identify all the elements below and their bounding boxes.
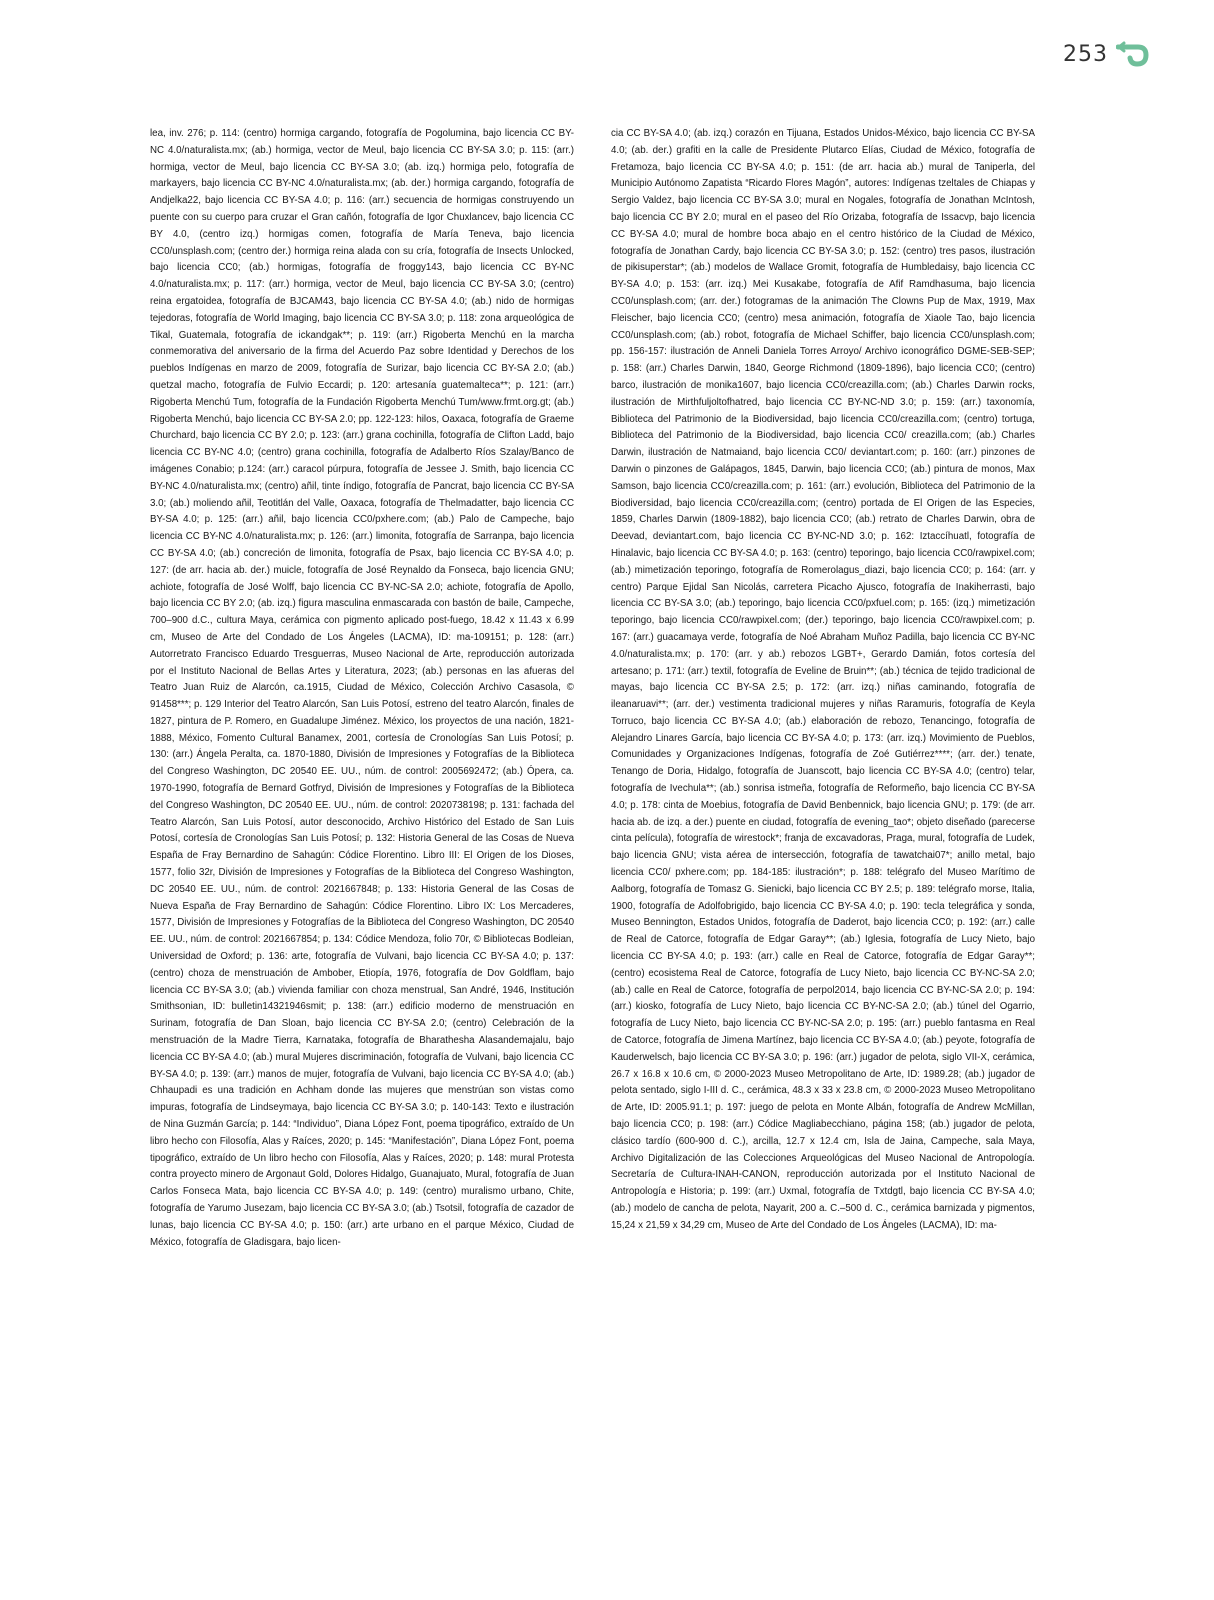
credits-column-right — [611, 126, 1035, 1526]
credits-text-right: cia CC BY-SA 4.0; (ab. izq.) corazón en Tijuana, Estados Unidos-México, bajo licencia CC BY-SA 4.0; (ab. der.) grafiti en la calle de Presidente Plutarco Elías, Ciudad de México, fotografía de Fretamoza, bajo licencia CC BY-SA 4.0; p. 151: (de arr. hacia ab.) mural de Taniperla, del Municipio Autónomo Zapatista “Ricardo Flores Magón”, autores: Indígenas tzeltales de Chiapas y Sergio Valdez, bajo licencia CC BY-SA 3.0; mural en Nogales, fotografía de Jonathan McIntosh, bajo licencia CC BY 2.0; mural en el paseo del Río Orizaba, fotografía de Issacvp, bajo licencia CC BY-SA 4.0; mural de hombre boca abajo en el centro histórico de la Ciudad de México, fotografía de Jonathan Cardy, bajo licencia CC BY-SA 3.0; p. 152: (centro) tres pasos, ilustración de pikisuperstar*; (ab.) modelos de Wallace Gromit, fotografía de Humbledaisy, bajo licencia CC BY-SA 4.0; p. 153: (arr. izq.) Mei Kusakabe, fotografía de Afif Ramdhasuma, bajo licencia CC0/unsplash.com; (arr. der.) fotogramas de la animación The Clowns Pup de Max, 1919, Max Fleischer, bajo licencia CC0; (centro) mesa animación, fotografía de Xiaole Tao, bajo licencia CC0/unsplash.com; (ab.) robot, fotografía de Michael Schiffer, bajo licencia CC0/unsplash.com; pp. 156-157: ilustración de Anneli Daniela Torres Arroyo/ Archivo iconográfico DGME-SEB-SEP; p. 158: (arr.) Charles Darwin, 1840, George Richmond (1809-1896), bajo licencia CC0; (centro) barco, ilustración de monika1607, bajo licencia CC0/creazilla.com; (ab.) Charles Darwin rocks, ilustración de Mirthfuljoltofhatred, bajo licencia CC BY-NC-ND 3.0; p. 159: (arr.) taxonomía, Biblioteca del Patrimonio de la Biodiversidad, bajo licencia CC0/creazilla.com; (centro) tortuga, Biblioteca del Patrimonio de la Biodiversidad, bajo licencia CC0/ creazilla.com; (ab.) Charles Darwin, ilustración de Natmaiand, bajo licencia CC0/ deviantart.com; p. 160: (arr.) pinzones de Darwin o pinzones de Galápagos, 1845, Darwin, bajo licencia CC0; (ab.) pintura de monos, Max Samson, bajo licencia CC0/creazilla.com; p. 161: (arr.) evolución, Biblioteca del Patrimonio de la Biodiversidad, bajo licencia CC0/creazilla.com; (centro) portada de El Origen de las Especies, 1859, Charles Darwin (1809-1882), bajo licencia CC0; (ab.) retrato de Charles Darwin, obra de Deevad, deviantart.com, bajo licencia CC BY-NC-ND 3.0; p. 162: Iztaccíhuatl, fotografía de Hinalavic, bajo licencia CC BY-SA 4.0; p. 163: (centro) teporingo, bajo licencia CC0/rawpixel.com; (ab.) mimetización teporingo, fotografía de Romerolagus_diazi, bajo licencia CC0; p. 164: (arr. y centro) Parque Ejidal San Nicolás, carretera Picacho Ajusco, fotografía de Inakiherrasti, bajo licencia CC BY-SA 3.0; (ab.) teporingo, bajo licencia CC0/pxfuel.com; p. 165: (izq.) mimetización teporingo, bajo licencia CC0/rawpixel.com; (der.) teporingo, bajo licencia CC0/rawpixel.com; p. 167: (arr.) guacamaya verde, fotografía de Noé Abraham Muñoz Padilla, bajo licencia CC BY-NC 4.0/naturalista.mx; p. 170: (arr. y ab.) rebozos LGBT+, Gerardo Damián, fotos cortesía del artesano; p. 171: (arr.) textil, fotografía de Eveline de Bruin**; (ab.) técnica de tejido tradicional de mayas, bajo licencia CC BY-SA 2.5; p. 172: (arr. izq.) niñas caminando, fotografía de ileanaruavi**; (arr. der.) vestimenta tradicional mujeres y niñas Raramuris, fotografía de Keyla Torruco, bajo licencia CC BY-SA 4.0; (ab.) elaboración de rebozo, Tenancingo, fotografía de Alejandro Linares García, bajo licencia CC BY-SA 4.0; p. 173: (arr. izq.) Movimiento de Pueblos, Comunidades y Organizaciones Indígenas, fotografía de Zoé Gutiérrez****; (arr. der.) tenate, Tenango de Doria, Hidalgo, fotografía de Juanscott, bajo licencia CC BY-SA 4.0; (centro) telar, fotografía de Ivechula**; (ab.) sonrisa istmeña, fotografía de Reformeño, bajo licencia CC BY-SA 4.0; p. 178: cinta de Moebius, fotografía de David Benbennick, bajo licencia GNU; p. 179: (de arr. hacia ab. de izq. a der.) puente en ciudad, fotografía de evening_tao*; objeto diseñado (parecerse cinta película), fotografía de wirestock*; franja de excavadoras, Praga, mural, fotografía de Ludek, bajo licencia GNU; vista aérea de intersección, fotografía de tawatchai07*; anillo metal, bajo licencia CC0/ pxhere.com; pp. 184-185: ilustración*; p. 188: telégrafo del Museo Marítimo de Aalborg, fotografía de Tomasz G. Sienicki, bajo licencia CC BY 2.5; p. 189: telégrafo morse, Italia, 1900, fotografía de Adolfobrigido, bajo licencia CC BY-SA 4.0; p. 190: tecla telegráfica y sonda, Museo Bennington, Estados Unidos, fotografía de Daderot, bajo licencia CC0; p. 192: (arr.) calle de Real de Catorce, fotografía de Edgar Garay**; (ab.) Iglesia, fotografía de Lucy Nieto, bajo licencia CC BY-SA 4.0; p. 193: (arr.) calle en Real de Catorce, fotografía de Edgar Garay**; (centro) ecosistema Real de Catorce, fotografía de Lucy Nieto, bajo licencia CC BY-NC-SA 2.0; (ab.) calle en Real de Catorce, fotografía de perpol2014, bajo licencia CC BY-NC-SA 2.0; p. 194: (arr.) kiosko, fotografía de Lucy Nieto, bajo licencia CC BY-NC-SA 2.0; (ab.) túnel del Ogarrio, fotografía de Lucy Nieto, bajo licencia CC BY-NC-SA 2.0; p. 195: (arr.) pueblo fantasma en Real de Catorce, fotografía de Jimena Martínez, bajo licencia CC BY-SA 4.0; (ab.) peyote, fotografía de Kauderwelsch, bajo licencia CC BY-SA 3.0; p. 196: (arr.) jugador de pelota, siglo VII-X, cerámica, 26.7 x 16.8 x 10.6 cm, © 2000-2023 Museo Metropolitano de Arte, ID: 1989.28; (ab.) jugador de pelota sentado, siglo I-III d. C., cerámica, 48.3 x 33 x 23.8 cm, © 2000-2023 Museo Metropolitano de Arte, ID: 2005.91.1; p. 197: juego de pelota en Monte Albán, fotografía de Andrew McMillan, bajo licencia CC0; p. 198: (arr.) Códice Magliabecchiano, página 158; (ab.) jugador de pelota, clásico tardío (600-900 d. C.), arcilla, 12.7 x 12.4 cm, Isla de Jaina, Campeche, sala Maya, Archivo Digitalización de las Colecciones Arqueológicas del Museo Nacional de Antropología. Secretaría de Cultura-INAH-CANON, reproducción autorizada por el Instituto Nacional de Antropología e Historia; p. 199: (arr.) Uxmal, fotografía de Txtdgtl, bajo licencia CC BY-SA 4.0; (ab.) modelo de cancha de pelota, Nayarit, 200 a. C.–500 d. C., cerámica barnizada y pigmentos, 15,24 x 21,59 x 34,29 cm, Museo de Arte del Condado de Los Ángeles (LACMA), ID: ma- — [611, 128, 1035, 1231]
page-number: 253 — [1063, 41, 1108, 67]
page-header — [1063, 40, 1152, 68]
credits-column-left — [150, 126, 574, 1526]
hook-arrow-icon — [1116, 40, 1152, 68]
credits-text-left: lea, inv. 276; p. 114: (centro) hormiga cargando, fotografía de Pogolumina, bajo licencia CC BY-NC 4.0/naturalista.mx; (ab.) hormiga, vector de Meul, bajo licencia CC BY-SA 3.0; p. 115: (arr.) hormiga, vector de Meul, bajo licencia CC BY-SA 3.0; (ab. izq.) hormiga pelo, fotografía de markayers, bajo licencia CC BY-NC 4.0/naturalista.mx; (ab. der.) hormiga cargando, fotografía de Andjelka22, bajo licencia CC BY-SA 4.0; p. 116: (arr.) secuencia de hormigas construyendo un puente con su cuerpo para cruzar el Gran cañón, fotografía de Igor Chuxlancev, bajo licencia CC BY 4.0, (centro izq.) hormigas comen, fotografía de María Teneva, bajo licencia CC0/unsplash.com; (centro der.) hormiga reina alada con su cría, fotografía de Insects Unlocked, bajo licencia CC0; (ab.) hormigas, fotografía de froggy143, bajo licencia CC BY-NC 4.0/naturalista.mx; p. 117: (arr.) hormiga, vector de Meul, bajo licencia CC BY-SA 3.0; (centro) reina ergatoidea, fotografía de BJCAM43, bajo licencia CC BY-SA 4.0; (ab.) nido de hormigas tejedoras, fotografía de World Imaging, bajo licencia CC BY-SA 3.0; p. 118: zona arqueológica de Tikal, Guatemala, fotografía de ickandgak**; p. 119: (arr.) Rigoberta Menchú en la marcha conmemorativa del aniversario de la firma del Acuerdo Paz sobre Identidad y Derechos de los pueblos Indígenas en marzo de 2009, fotografía de Surizar, bajo licencia CC BY-SA 2.0; (ab.) quetzal macho, fotografía de Fulvio Eccardi; p. 120: artesanía guatemalteca**; p. 121: (arr.) Rigoberta Menchú Tum, fotografía de la Fundación Rigoberta Menchú Tum/www.frmt.org.gt; (ab.) Rigoberta Menchú, bajo licencia CC BY-SA 2.0; pp. 122-123: hilos, Oaxaca, fotografía de Graeme Churchard, bajo licencia CC BY 2.0; p. 123: (arr.) grana cochinilla, fotografía de Clifton Ladd, bajo licencia CC BY-NC 4.0; (centro) grana cochinilla, fotografía de Adalberto Ríos Szalay/Banco de imágenes Conabio; p.124: (arr.) caracol púrpura, fotografía de Jessee J. Smith, bajo licencia CC BY-NC 4.0/naturalista.mx; (centro) añil, tinte índigo, fotografía de Pancrat, bajo licencia CC BY-SA 3.0; (ab.) moliendo añil, Teotitlán del Valle, Oaxaca, fotografía de Thelmadatter, bajo licencia CC BY-SA 4.0; p. 125: (arr.) añil, bajo licencia CC0/pxhere.com; (ab.) Palo de Campeche, bajo licencia CC BY-NC 4.0/naturalista.mx; p. 126: (arr.) limonita, fotografía de Sarranpa, bajo licencia CC BY-SA 4.0; (ab.) concreción de limonita, fotografía de Psax, bajo licencia CC BY-SA 4.0; p. 127: (de arr. hacia ab. der.) muicle, fotografía de José Reynaldo da Fonseca, bajo licencia GNU; achiote, fotografía de José Wolff, bajo licencia CC BY-NC-SA 2.0; achiote, fotografía de Apollo, bajo licencia CC BY 2.0; (ab. izq.) figura masculina enmascarada con bastón de baile, Campeche, 700–900 d.C., cultura Maya, cerámica con pigmento aplicado post-fuego, 18.42 x 11.43 x 6.99 cm, Museo de Arte del Condado de Los Ángeles (LACMA), ID: ma-109151; p. 128: (arr.) Autorretrato Francisco Eduardo Tresguerras, Museo Nacional de Arte, reproducción autorizada por el Instituto Nacional de Bellas Artes y Literatura, 2023; (ab.) personas en las afueras del Teatro Juan Ruiz de Alarcón, ca.1915, Ciudad de México, Colección Archivo Casasola, © 91458***; p. 129 Interior del Teatro Alarcón, San Luis Potosí, estreno del teatro Alarcón, finales de 1827, pintura de P. Romero, en Guadalupe Jiménez. México, los proyectos de una nación, 1821-1888, México, Fomento Cultural Banamex, 2001, cortesía de Cronologías San Luis Potosí; p. 130: (arr.) Ángela Peralta, ca. 1870-1880, División de Impresiones y Fotografías de la Biblioteca del Congreso Washington, DC 20540 EE. UU., núm. de control: 2005692472; (ab.) Ópera, ca. 1970-1990, fotografía de Bernard Gotfryd, División de Impresiones y Fotografías de la Biblioteca del Congreso Washington, DC 20540 EE. UU., núm. de control: 2020738198; p. 131: fachada del Teatro Alarcón, San Luis Potosí, autor desconocido, Archivo Histórico del Estado de San Luis Potosí, cortesía de Cronologías San Luis Potosí; p. 132: Historia General de las Cosas de Nueva España de Fray Bernardino de Sahagún: Códice Florentino. Libro III: El Origen de los Dioses, 1577, folio 32r, División de Impresiones y Fotografías de la Biblioteca del Congreso Washington, DC 20540 EE. UU., núm. de control: 2021667848; p. 133: Historia General de las Cosas de Nueva España de Fray Bernardino de Sahagún: Códice Florentino. Libro IX: Los Mercaderes, 1577, División de Impresiones y Fotografías de la Biblioteca del Congreso Washington, DC 20540 EE. UU., núm. de control: 2021667854; p. 134: Códice Mendoza, folio 70r, © Bibliotecas Bodleian, Universidad de Oxford; p. 136: arte, fotografía de Vulvani, bajo licencia CC BY-SA 4.0; p. 137: (centro) choza de menstruación de Ambober, Etiopía, 1976, fotografía de Dov Goldflam, bajo licencia CC BY-SA 3.0; (ab.) vivienda familiar con choza menstrual, San André, 1946, Institución Smithsonian, ID: bulletin14321946smit; p. 138: (arr.) edificio moderno de menstruación en Surinam, fotografía de Dan Sloan, bajo licencia CC BY-SA 2.0; (centro) Celebración de la menstruación de la Madre Tierra, Karnataka, fotografía de Bharathesha Alasandemajalu, bajo licencia CC BY-SA 4.0; (ab.) mural Mujeres discriminación, fotografía de Vulvani, bajo licencia CC BY-SA 4.0; p. 139: (arr.) manos de mujer, fotografía de Vulvani, bajo licencia CC BY-SA 4.0; (ab.) Chhaupadi es una tradición en Achham donde las mujeres que menstrúan son vistas como impuras, fotografía de Lindseymaya, bajo licencia CC BY-SA 3.0; p. 140-143: Texto e ilustración de Nina Guzmán García; p. 144: “Individuo”, Diana López Font, poema tipográfico, extraído de Un libro hecho con Filosofía, Alas y Raíces, 2020; p. 145: “Manifestación”, Diana López Font, poema tipográfico, extraído de Un libro hecho con Filosofía, Alas y Raíces, 2020; p. 148: mural Protesta contra proyecto minero de Argonaut Gold, Dolores Hidalgo, Guanajuato, Mural, fotografía de Juan Carlos Fonseca Mata, bajo licencia CC BY-SA 4.0; p. 149: (centro) muralismo urbano, Chite, fotografía de Yarumo Jusezam, bajo licencia CC BY-SA 3.0; (ab.) Tsotsil, fotografía de cazador de lunas, bajo licencia CC BY-SA 4.0; p. 150: (arr.) arte urbano en el parque México, Ciudad de México, fotografía de Gladisgara, bajo licen- — [150, 128, 574, 1248]
